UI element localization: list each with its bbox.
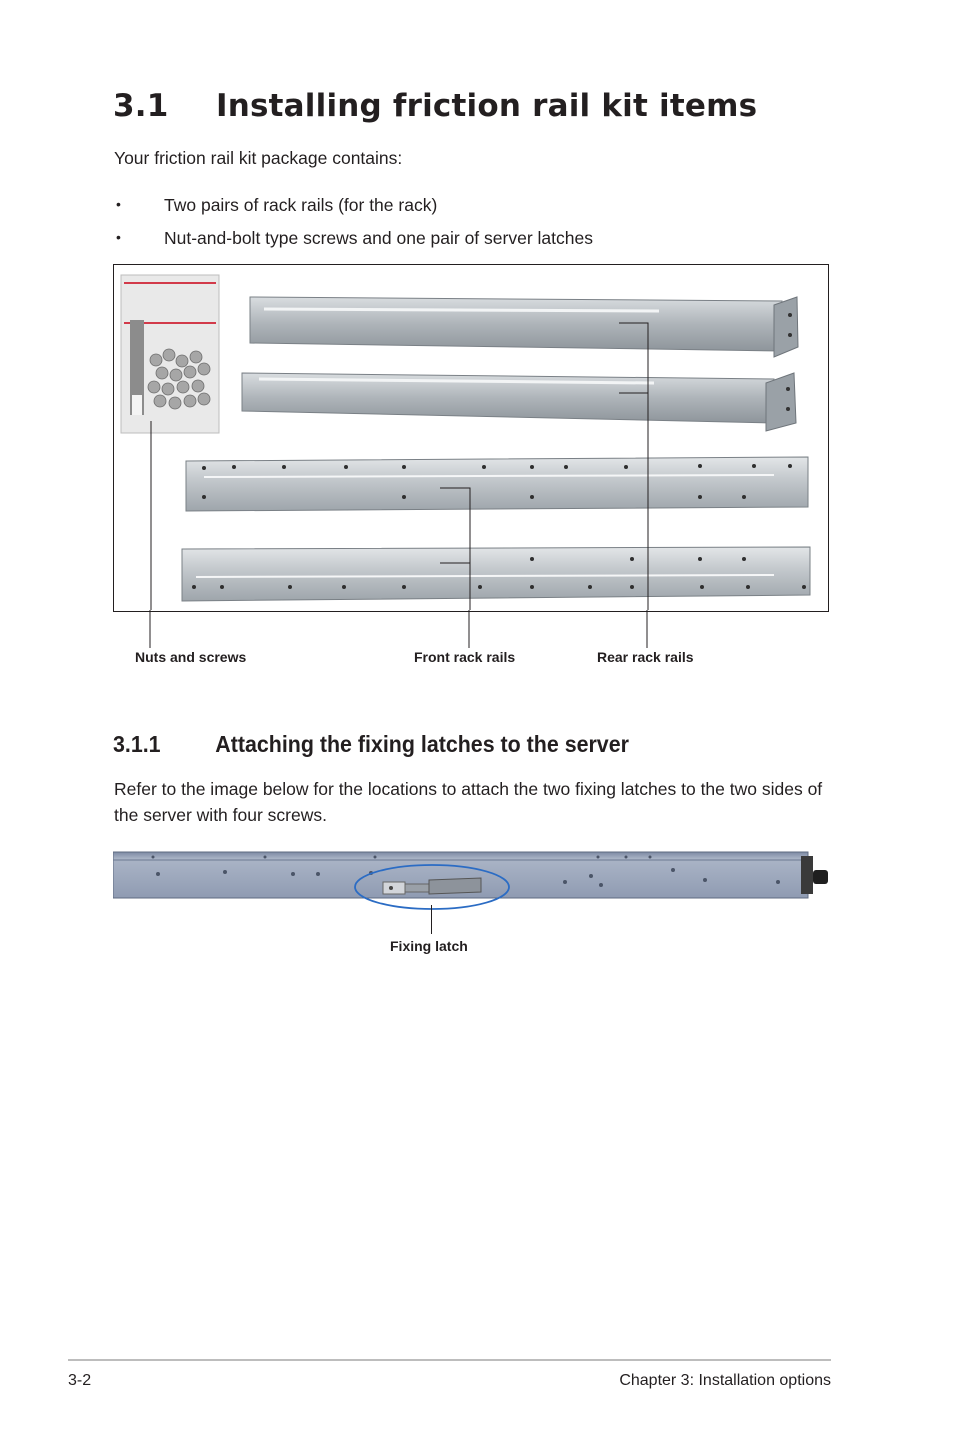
rail-kit-illustration — [114, 265, 827, 610]
front-rack-rail — [186, 457, 808, 511]
server-side-illustration — [113, 848, 831, 913]
section-number: 3.1 — [113, 88, 169, 124]
callout-front-rack-rails: Front rack rails — [414, 649, 516, 665]
subsection-number: 3.1.1 — [113, 731, 161, 757]
section-title: Installing friction rail kit items — [216, 88, 758, 124]
callout-leader-extensions — [113, 610, 833, 650]
rear-rack-rail — [250, 297, 798, 357]
page-number: 3-2 — [68, 1372, 92, 1389]
chapter-label: Chapter 3: Installation options — [619, 1372, 831, 1389]
callout-rear-rack-rails: Rear rack rails — [597, 649, 694, 665]
section-heading — [113, 88, 757, 124]
callout-fixing-latch: Fixing latch — [390, 938, 468, 954]
bullet-dot: • — [116, 229, 121, 245]
bullet-dot: • — [116, 196, 121, 212]
server-side-figure — [113, 848, 831, 913]
rear-rack-rail — [242, 373, 796, 431]
callout-nuts-and-screws: Nuts and screws — [135, 649, 247, 665]
instruction-paragraph: Refer to the image below for the locations to attach the two fixing latches to the two sides of the server with four screws. — [114, 779, 823, 825]
subsection-title: Attaching the fixing latches to the server — [215, 731, 629, 757]
subsection-heading — [113, 731, 629, 758]
bullet-text: Two pairs of rack rails (for the rack) — [164, 195, 438, 215]
front-rack-rail — [182, 547, 810, 601]
rail-kit-figure — [113, 264, 829, 612]
bullet-item — [114, 191, 437, 218]
intro-text: Your friction rail kit package contains: — [114, 148, 403, 168]
footer-rule — [68, 1359, 831, 1361]
bullet-text: Nut-and-bolt type screws and one pair of server latches — [164, 228, 593, 248]
latch-leader-line — [430, 905, 434, 935]
screw-bag-image — [121, 275, 219, 433]
bullet-item — [114, 224, 593, 251]
